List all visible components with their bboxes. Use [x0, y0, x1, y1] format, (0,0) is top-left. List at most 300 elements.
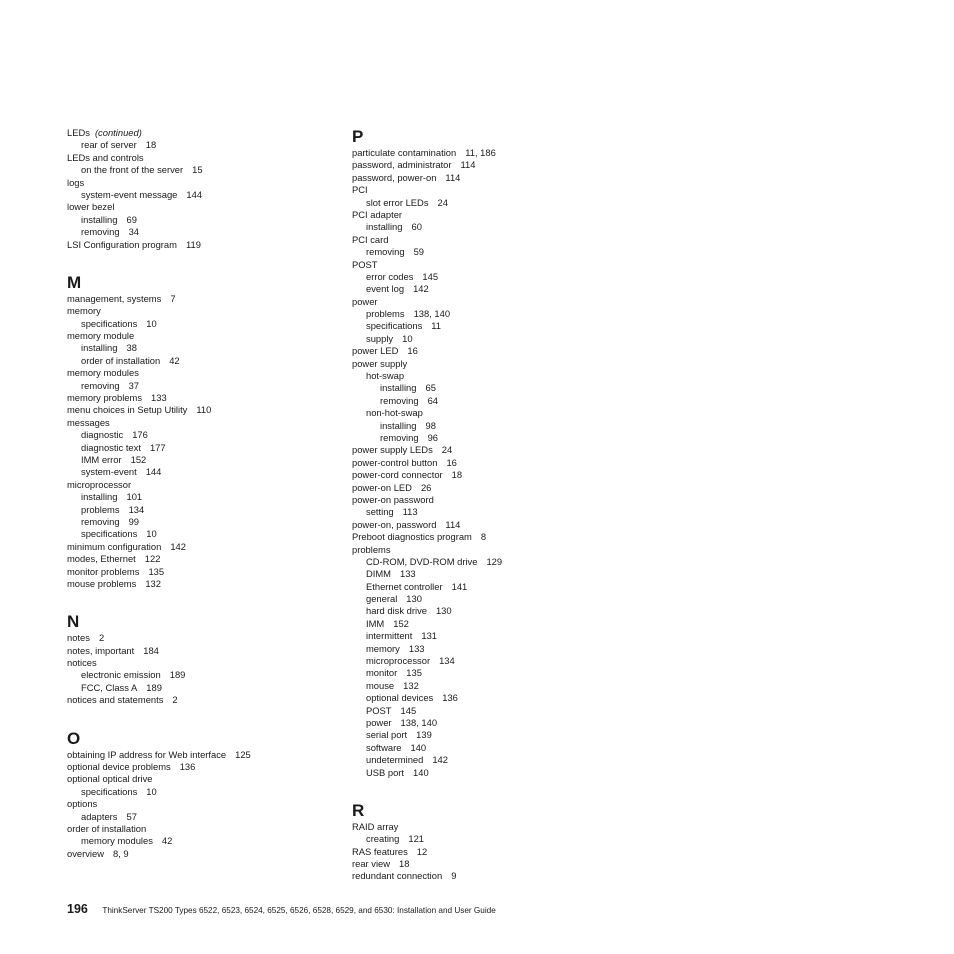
index-entry: [67, 645, 337, 657]
index-entry: [352, 147, 622, 159]
page-reference: 136: [442, 692, 458, 704]
entry-term: IMM error: [81, 453, 122, 465]
index-subentry: [352, 680, 622, 692]
entry-term: undetermined: [366, 754, 424, 766]
page-reference: 2: [172, 694, 178, 706]
index-subentry: [67, 355, 337, 367]
index-subentry: [352, 754, 622, 766]
index-subentry: [352, 333, 622, 345]
page-reference: 142: [170, 540, 186, 552]
entry-term: modes, Ethernet: [67, 553, 136, 565]
page-reference: 10: [146, 785, 157, 797]
index-subentry: [67, 342, 337, 354]
page-reference: 144: [186, 188, 203, 200]
index-subentry: [352, 767, 622, 779]
entry-term: power-on LED: [352, 481, 412, 493]
index-entry: [352, 544, 622, 556]
book-title: ThinkServer TS200 Types 6522, 6523, 6524, 6525, 6526, 6528, 6529, and 6530: Installation and User Guide: [102, 906, 496, 915]
entry-term: password, administrator: [352, 159, 452, 171]
entry-term: power supply: [352, 357, 408, 369]
entry-term: hot-swap: [366, 370, 405, 382]
index-subentry: [352, 556, 622, 568]
index-entry: [67, 761, 337, 773]
page-reference: 121: [408, 833, 425, 845]
index-column-right: [352, 127, 622, 883]
entry-term: Ethernet controller: [366, 580, 443, 592]
page-reference: 144: [145, 466, 162, 478]
index-subentry: [352, 705, 622, 717]
entry-term: installing: [380, 419, 417, 431]
index-subentry: [352, 283, 622, 295]
page-reference: 7: [170, 292, 176, 304]
index-entry: [67, 330, 337, 342]
index-subentry: [67, 811, 337, 823]
index-entry: [352, 209, 622, 221]
entry-term: notices and statements: [67, 694, 164, 706]
page-reference: 122: [144, 553, 161, 565]
entry-term: menu choices in Setup Utility: [67, 404, 188, 416]
page-reference: 136: [179, 761, 196, 773]
page-reference: 8: [480, 531, 487, 543]
entry-term: installing: [81, 342, 118, 354]
page-reference: 8, 9: [113, 847, 129, 859]
entry-term: power supply LEDs: [352, 444, 433, 456]
page-reference: 134: [439, 655, 455, 667]
index-letter-heading: O: [67, 728, 81, 748]
page-reference: 138, 140: [413, 308, 451, 320]
entry-term: problems: [352, 543, 391, 555]
page-reference: 98: [425, 419, 436, 431]
page-reference: 24: [437, 196, 448, 208]
entry-term: PCI card: [352, 233, 389, 245]
page-reference: 16: [407, 345, 418, 357]
entry-term: setting: [366, 506, 394, 518]
index-letter-heading: N: [67, 612, 80, 632]
entry-term: power-control button: [352, 456, 438, 468]
entry-term: general: [366, 593, 398, 605]
index-subentry: [352, 420, 622, 432]
entry-term: PCI adapter: [352, 208, 403, 220]
index-entry: [352, 234, 622, 246]
page-reference: 2: [98, 632, 105, 644]
index-entry: [352, 494, 622, 506]
index-subentry: [352, 432, 622, 444]
page-reference: 114: [445, 171, 461, 183]
index-subentry: [67, 429, 337, 441]
entry-term: optional optical drive: [67, 773, 153, 785]
index-subentry: [352, 568, 622, 580]
page-reference: 64: [427, 394, 438, 406]
entry-term: PCI: [352, 184, 368, 196]
page-reference: 125: [235, 748, 251, 760]
entry-term: minimum configuration: [67, 540, 162, 552]
index-entry: [67, 177, 337, 189]
entry-term: optional device problems: [67, 761, 171, 773]
page-reference: 110: [196, 404, 212, 416]
page-reference: 34: [128, 226, 139, 238]
entry-term: optional devices: [366, 692, 434, 704]
page-reference: 113: [402, 506, 418, 518]
index-subentry: [352, 407, 622, 419]
page-reference: 9: [451, 870, 457, 882]
index-subentry: [67, 164, 337, 176]
entry-term: diagnostic: [81, 429, 124, 441]
page-reference: 57: [126, 810, 137, 822]
entry-term: power: [352, 295, 378, 307]
page-reference: 138, 140: [400, 716, 438, 728]
entry-term: order of installation: [81, 354, 161, 366]
index-entry: [352, 457, 622, 469]
index-entry: [67, 798, 337, 810]
index-subentry: [67, 466, 337, 478]
index-subentry: [352, 593, 622, 605]
entry-term: software: [366, 741, 402, 753]
page-reference: 184: [143, 644, 159, 656]
entry-term: system-event message: [81, 188, 178, 200]
page-reference: 18: [145, 139, 157, 151]
index-entry: [67, 566, 337, 578]
page-reference: 11: [431, 320, 442, 332]
entry-term: password, power-on: [352, 171, 437, 183]
entry-term: installing: [81, 491, 118, 503]
entry-term: mouse problems: [67, 577, 137, 589]
entry-term: Preboot diagnostics program: [352, 531, 472, 543]
index-entry: [352, 469, 622, 481]
entry-term: power-cord connector: [352, 469, 443, 481]
entry-term: RAS features: [352, 845, 408, 857]
index-entry: [67, 657, 337, 669]
index-letter-heading: R: [352, 800, 365, 820]
index-entry: [67, 479, 337, 491]
page-reference: 142: [413, 283, 429, 295]
page-reference: 152: [393, 617, 409, 629]
entry-term: messages: [67, 416, 110, 428]
index-entry: [352, 172, 622, 184]
page-reference: 119: [185, 238, 201, 250]
index-subentry: [67, 318, 337, 330]
index-subentry: [352, 618, 622, 630]
index-subentry: [352, 742, 622, 754]
index-entry: [67, 553, 337, 565]
page-reference: 60: [411, 221, 422, 233]
entry-term: notes, important: [67, 644, 135, 656]
entry-term: adapters: [81, 810, 118, 822]
entry-term: monitor: [366, 667, 398, 679]
index-entry: [67, 127, 337, 139]
entry-term: problems: [366, 308, 405, 320]
entry-term: installing: [366, 221, 403, 233]
index-subentry: [352, 833, 622, 845]
page-reference: 145: [422, 270, 439, 282]
page-reference: 101: [126, 491, 143, 503]
index-entry: [352, 296, 622, 308]
entry-term: problems: [81, 503, 120, 515]
index-entry: [352, 159, 622, 171]
entry-term: monitor problems: [67, 565, 140, 577]
page-reference: 189: [146, 681, 162, 693]
index-entry: [352, 846, 622, 858]
index-entry: [67, 848, 337, 860]
index-entry: [67, 201, 337, 213]
continued-note: (continued): [94, 127, 142, 138]
index-entry: [352, 519, 622, 531]
index-entry: [352, 444, 622, 456]
index-subentry: [67, 516, 337, 528]
index-subentry: [352, 667, 622, 679]
entry-term: redundant connection: [352, 870, 443, 882]
index-entry: [67, 694, 337, 706]
entry-term: POST: [366, 704, 392, 716]
page-reference: 135: [406, 667, 422, 679]
entry-term: IMM: [366, 617, 385, 629]
page-reference: 189: [169, 669, 186, 681]
entry-term: RAID array: [352, 820, 399, 832]
entry-term: removing: [81, 515, 120, 527]
entry-term: on the front of the server: [81, 164, 184, 176]
index-subentry: [67, 380, 337, 392]
page-reference: 145: [400, 704, 417, 716]
index-subentry: [67, 454, 337, 466]
entry-term: power-on, password: [352, 518, 437, 530]
entry-term: logs: [67, 176, 85, 188]
page-reference: 59: [413, 246, 424, 258]
index-subentry: [67, 189, 337, 201]
index-entry: [67, 392, 337, 404]
entry-term: memory modules: [81, 835, 153, 847]
entry-term: removing: [81, 226, 120, 238]
index-subentry: [352, 581, 622, 593]
entry-term: LEDs and controls: [67, 151, 144, 163]
page-reference: 10: [402, 332, 413, 344]
index-entry: [67, 632, 337, 644]
entry-term: CD-ROM, DVD-ROM drive: [366, 555, 478, 567]
index-entry: [67, 578, 337, 590]
page-reference: 130: [435, 605, 452, 617]
page-reference: 142: [432, 754, 448, 766]
index-subentry: [67, 835, 337, 847]
entry-term: particulate contamination: [352, 147, 457, 158]
page-reference: 65: [425, 382, 436, 394]
index-subentry: [67, 669, 337, 681]
index-entry: [352, 358, 622, 370]
entry-term: removing: [366, 246, 405, 258]
entry-term: overview: [67, 847, 104, 859]
entry-term: intermittent: [366, 630, 413, 642]
entry-term: POST: [352, 258, 378, 270]
page-reference: 133: [408, 642, 425, 654]
index-subentry: [352, 246, 622, 258]
entry-term: LEDs: [67, 127, 90, 138]
index-subentry: [352, 605, 622, 617]
page-reference: 135: [148, 565, 165, 577]
page-reference: 134: [128, 503, 145, 515]
page-reference: 114: [445, 518, 461, 530]
index-subentry: [352, 655, 622, 667]
index-subentry: [352, 308, 622, 320]
page-reference: 38: [126, 342, 137, 354]
entry-term: installing: [81, 213, 118, 225]
index-subentry: [352, 370, 622, 382]
entry-term: memory: [67, 305, 101, 317]
index-subentry: [352, 630, 622, 642]
page-reference: 130: [406, 593, 422, 605]
page-reference: 152: [130, 453, 147, 465]
entry-term: hard disk drive: [366, 605, 427, 617]
page-reference: 10: [146, 317, 157, 329]
index-entry: [352, 870, 622, 882]
index-letter-heading: P: [352, 127, 364, 146]
entry-term: supply: [366, 332, 394, 344]
entry-term: memory problems: [67, 392, 143, 404]
index-letter-heading: M: [67, 272, 82, 292]
entry-term: memory: [366, 642, 400, 654]
index-entry: [352, 345, 622, 357]
page-reference: 42: [161, 835, 173, 847]
entry-term: options: [67, 798, 98, 810]
page-reference: 140: [410, 741, 427, 753]
index-subentry: [352, 320, 622, 332]
page-number: 196: [67, 902, 88, 916]
entry-term: memory modules: [67, 367, 139, 379]
page-reference: 69: [126, 213, 137, 225]
index-entry: [67, 541, 337, 553]
index-entry: [67, 404, 337, 416]
page-reference: 18: [451, 469, 463, 481]
entry-term: slot error LEDs: [366, 196, 429, 208]
index-subentry: [67, 491, 337, 503]
page-reference: 132: [145, 577, 161, 589]
entry-term: microprocessor: [366, 655, 431, 667]
entry-term: non-hot-swap: [366, 407, 423, 419]
index-entry: [67, 417, 337, 429]
entry-term: event log: [366, 283, 405, 295]
page-reference: 96: [427, 431, 438, 443]
entry-term: installing: [380, 382, 417, 394]
index-subentry: [352, 506, 622, 518]
entry-term: system-event: [81, 466, 137, 478]
index-subentry: [67, 214, 337, 226]
page-reference: 131: [421, 630, 438, 642]
index-entry: [352, 531, 622, 543]
index-subentry: [67, 504, 337, 516]
index-entry: [352, 482, 622, 494]
entry-term: mouse: [366, 679, 395, 691]
entry-term: electronic emission: [81, 669, 161, 681]
entry-term: diagnostic text: [81, 441, 141, 453]
page-reference: 99: [128, 515, 139, 527]
index-subentry: [67, 226, 337, 238]
index-subentry: [67, 442, 337, 454]
page-reference: 16: [446, 456, 457, 468]
index-subentry: [67, 528, 337, 540]
page-reference: 133: [400, 568, 416, 580]
index-entry: [67, 239, 337, 251]
page-reference: 141: [451, 580, 468, 592]
entry-term: management, systems: [67, 292, 162, 304]
entry-term: removing: [380, 394, 419, 406]
index-subentry: [352, 717, 622, 729]
index-subentry: [352, 197, 622, 209]
index-subentry: [352, 395, 622, 407]
page-reference: 24: [441, 444, 453, 456]
page-reference: 26: [420, 481, 432, 493]
page-reference: 177: [149, 441, 166, 453]
page-reference: 133: [151, 392, 167, 404]
entry-term: LSI Configuration program: [67, 238, 177, 250]
entry-term: error codes: [366, 270, 414, 282]
entry-term: rear of server: [81, 139, 137, 151]
index-entry: [67, 305, 337, 317]
index-entry: [67, 749, 337, 761]
entry-term: power: [366, 716, 392, 728]
index-subentry: [352, 382, 622, 394]
entry-term: specifications: [81, 528, 138, 540]
page-reference: 114: [460, 159, 476, 171]
page-reference: 42: [169, 354, 180, 366]
page-reference: 140: [413, 766, 429, 778]
entry-term: microprocessor: [67, 478, 132, 490]
page-reference: 37: [128, 379, 139, 391]
page-reference: 12: [416, 845, 428, 857]
entry-term: power LED: [352, 345, 399, 357]
entry-term: USB port: [366, 766, 405, 778]
page-reference: 15: [192, 164, 203, 176]
index-subentry: [352, 271, 622, 283]
page-reference: 11, 186: [465, 147, 496, 158]
index-entry: [67, 152, 337, 164]
entry-term: specifications: [81, 317, 138, 329]
index-subentry: [67, 682, 337, 694]
index-entry: [352, 184, 622, 196]
page-reference: 18: [399, 858, 410, 870]
entry-term: specifications: [81, 785, 138, 797]
index-entry: [67, 823, 337, 835]
entry-term: notices: [67, 657, 97, 669]
index-column-left: [67, 127, 337, 860]
index-subentry: [352, 643, 622, 655]
entry-term: DIMM: [366, 568, 391, 580]
entry-term: obtaining IP address for Web interface: [67, 748, 227, 760]
index-subentry: [352, 729, 622, 741]
page-footer: [67, 900, 496, 918]
page-reference: 129: [486, 555, 503, 567]
entry-term: specifications: [366, 320, 423, 332]
page-reference: 10: [146, 528, 157, 540]
entry-term: serial port: [366, 729, 408, 741]
entry-term: creating: [366, 833, 400, 845]
entry-term: order of installation: [67, 822, 147, 834]
entry-term: removing: [81, 379, 120, 391]
index-subentry: [352, 221, 622, 233]
entry-term: FCC, Class A: [81, 681, 138, 693]
index-subentry: [67, 786, 337, 798]
entry-term: removing: [380, 431, 419, 443]
index-entry: [352, 821, 622, 833]
entry-term: lower bezel: [67, 201, 115, 213]
page-reference: 132: [403, 679, 419, 691]
entry-term: power-on password: [352, 493, 434, 505]
page-reference: 176: [132, 429, 148, 441]
index-subentry: [352, 692, 622, 704]
index-entry: [67, 773, 337, 785]
index-entry: [67, 367, 337, 379]
page-reference: 139: [416, 729, 432, 741]
index-entry: [352, 858, 622, 870]
index-subentry: [67, 139, 337, 151]
entry-term: notes: [67, 632, 90, 644]
entry-term: rear view: [352, 858, 391, 870]
index-entry: [67, 293, 337, 305]
